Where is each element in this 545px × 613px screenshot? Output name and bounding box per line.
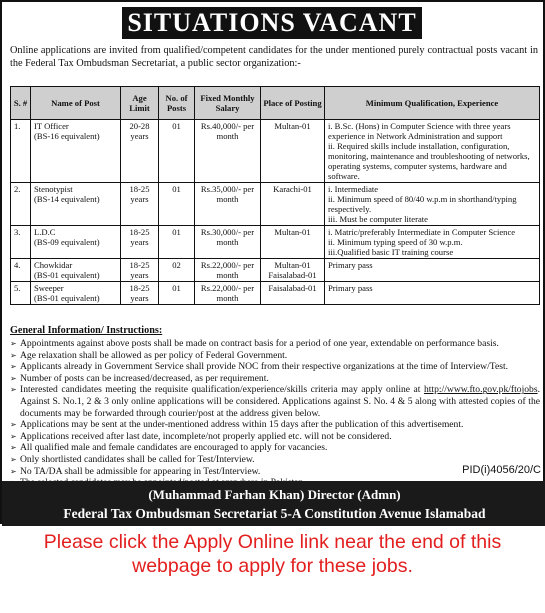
place-line: Faisalabad-01 <box>268 270 317 280</box>
cell-post <box>31 183 121 226</box>
cell-post <box>31 120 121 183</box>
cell-qualification <box>325 183 540 226</box>
list-item: ➢ Appointments against above posts shall be made on contract basis for a period of one year, extendable on performance basis. <box>10 338 540 350</box>
cell-salary: Rs.30,000/- per month <box>195 226 261 259</box>
cell-posts: 01 <box>159 226 195 259</box>
header-post: Name of Post <box>31 87 121 120</box>
cell-sno: 5. <box>11 282 31 305</box>
cell-age: 18-25 years <box>121 226 159 259</box>
cell-age: 18-25 years <box>121 282 159 305</box>
cell-posts: 01 <box>159 282 195 305</box>
post-name: Stenotypist <box>34 184 73 194</box>
list-item: ➢ Age relaxation shall be allowed as per policy of Federal Government. <box>10 350 540 362</box>
post-grade: (BS-01 equivalent) <box>34 270 100 280</box>
pid-code: PID(i)4056/20/C <box>462 464 541 476</box>
list-item <box>10 384 540 419</box>
apply-text: Interested candidates meeting the requisite qualification/experience/skills criteria may apply online at <box>20 384 421 396</box>
banner-title: SITUATIONS VACANT <box>122 7 422 39</box>
place-line: Faisalabad-01 <box>268 283 317 293</box>
cell-post <box>31 282 121 305</box>
cell-sno: 3. <box>11 226 31 259</box>
place-line: Multan-01 <box>274 121 311 131</box>
list-item: ➢ All qualified male and female candidates are encouraged to apply for vacancies. <box>10 442 540 454</box>
qual-line: iii.Qualified basic IT training course <box>328 247 454 257</box>
header-sno: S. # <box>11 87 31 120</box>
pid-row <box>2 464 545 480</box>
header-salary: Fixed Monthly Salary <box>195 87 261 120</box>
qual-line: ii. Required skills include installation, configuration, monitoring, maintenance and troubleshooting of networks, operating systems, computer systems, hardware and software. <box>328 141 530 181</box>
table-row <box>11 226 540 259</box>
header-age: Age Limit <box>121 87 159 120</box>
cell-qualification <box>325 282 540 305</box>
post-grade: (BS-16 equivalent) <box>34 131 100 141</box>
info-title: General Information/ Instructions: <box>10 325 163 336</box>
cell-qualification <box>325 259 540 282</box>
intro-text: Online applications are invited from qualified/competent candidates for the under mentioned purely contractual posts vacant in the Federal Tax Ombudsman Secretariat, a public sector organization:- <box>10 45 538 69</box>
table-row <box>11 282 540 305</box>
place-line: Multan-01 <box>274 260 311 270</box>
cell-salary: Rs.22,000/- per month <box>195 259 261 282</box>
qual-line: i. B.Sc. (Hons) in Computer Science with three years experience in Network Administration and support <box>328 121 511 141</box>
qual-line: ii. Minimum typing speed of 30 w.p.m. <box>328 237 463 247</box>
qual-line: ii. Minimum speed of 80/40 w.p.m in shorthand/typing respectively. <box>328 194 517 214</box>
cell-salary: Rs.40,000/- per month <box>195 120 261 183</box>
post-grade: (BS-14 equivalent) <box>34 194 100 204</box>
qual-line: iii. Must be computer literate <box>328 214 428 224</box>
cell-place <box>261 183 325 226</box>
cell-age: 18-25 years <box>121 259 159 282</box>
table-row <box>11 259 540 282</box>
list-item: ➢ Number of posts can be increased/decreased, as per requirement. <box>10 373 540 385</box>
cell-place <box>261 282 325 305</box>
header-place: Place of Posting <box>261 87 325 120</box>
post-name: IT Officer <box>34 121 69 131</box>
list-item: ➢ Only shortlisted candidates shall be called for Test/Interview. <box>10 454 540 466</box>
apply-online-link[interactable]: http://www.fto.gov.pk/ftojobs <box>423 384 538 396</box>
table-row <box>11 183 540 226</box>
header-qualification: Minimum Qualification, Experience <box>325 87 540 120</box>
cell-qualification <box>325 226 540 259</box>
cell-place <box>261 259 325 282</box>
cell-salary: Rs.22,000/- per month <box>195 282 261 305</box>
apply-online-notice: Please click the Apply Online link near the end of this webpage to apply for these jobs. <box>43 531 502 577</box>
cell-age: 20-28 years <box>121 120 159 183</box>
post-name: Chowkidar <box>34 260 73 270</box>
post-grade: (BS-09 equivalent) <box>34 237 100 247</box>
signatory-line: (Muhammad Farhan Khan) Director (Admn) <box>148 487 401 502</box>
cell-place <box>261 226 325 259</box>
qual-line: Primary pass <box>328 260 373 270</box>
qual-line: i. Matric/preferably Intermediate in Computer Science <box>328 227 516 237</box>
jobs-table <box>10 86 540 305</box>
cell-posts: 02 <box>159 259 195 282</box>
cell-posts: 01 <box>159 183 195 226</box>
place-line: Multan-01 <box>274 227 311 237</box>
cell-post <box>31 226 121 259</box>
table-header-row <box>11 87 540 120</box>
place-line: Karachi-01 <box>273 184 312 194</box>
post-name: L.D.C <box>34 227 56 237</box>
footer-banner <box>2 481 545 526</box>
cell-sno: 2. <box>11 183 31 226</box>
qual-line: i. Intermediate <box>328 184 379 194</box>
post-grade: (BS-01 equivalent) <box>34 293 100 303</box>
cell-place <box>261 120 325 183</box>
cell-salary: Rs.35,000/- per month <box>195 183 261 226</box>
cell-sno: 4. <box>11 259 31 282</box>
list-item: ➢ Applications may be sent at the under-mentioned address within 15 days after the publication of this advertisement. <box>10 419 540 431</box>
cell-post <box>31 259 121 282</box>
list-item: ➢ No TA/DA shall be admissible for appearing in Test/Interview. <box>10 466 540 478</box>
post-name: Sweeper <box>34 283 64 293</box>
cell-sno: 1. <box>11 120 31 183</box>
cell-age: 18-25 years <box>121 183 159 226</box>
cell-qualification <box>325 120 540 183</box>
table-row <box>11 120 540 183</box>
list-item: ➢ Applicants already in Government Service shall provide NOC from their respective organizations at the time of Interview/Test. <box>10 361 540 373</box>
apply-text-rest: . Against S. No.1, 2 & 3 only online applications will be considered. Applications against S. No. 4 & 5 along with attested copies of the documents may be forwarded through courier/post at the address given below. <box>20 384 540 419</box>
address-line: Federal Tax Ombudsman Secretariat 5-A Constitution Avenue Islamabad <box>63 506 486 521</box>
qual-line: Primary pass <box>328 283 373 293</box>
list-item: ➢ Applications received after last date, incomplete/not properly applied etc. will not be considered. <box>10 431 540 443</box>
header-posts: No. of Posts <box>159 87 195 120</box>
cell-posts: 01 <box>159 120 195 183</box>
